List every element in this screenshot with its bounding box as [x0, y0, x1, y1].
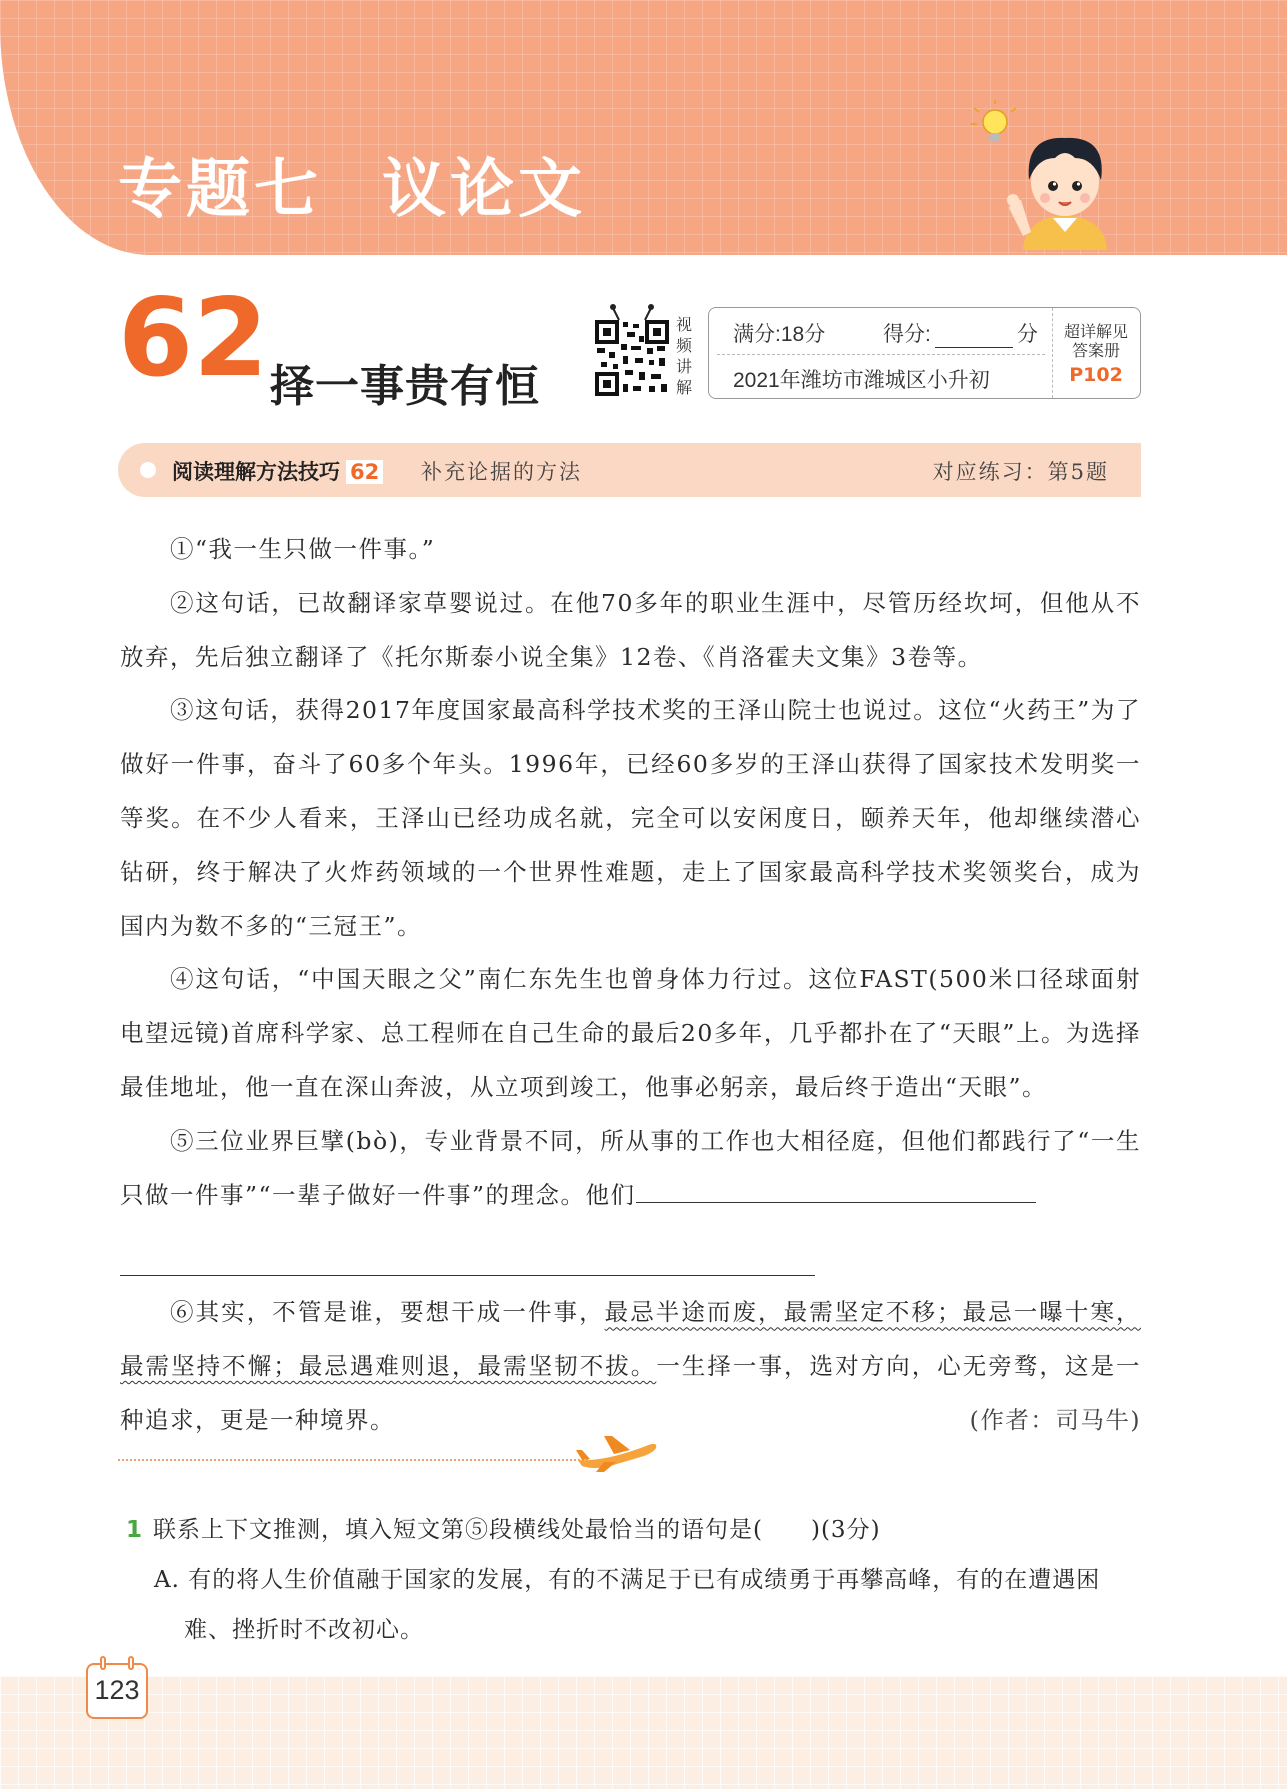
paragraph-6-start: ⑥其实，不管是谁，要想干成一件事， — [170, 1298, 605, 1327]
article-body — [120, 523, 1141, 1448]
qr-code-icon[interactable] — [593, 300, 671, 400]
page-footer — [0, 1676, 1287, 1789]
exam-source: 2021年潍坊市潍城区小升初 — [733, 369, 990, 392]
question-stem: 联系上下文推测，填入短文第⑤段横线处最恰当的语句是( )(3分) — [153, 1517, 881, 1543]
genre-label: 议论文 — [382, 153, 586, 227]
topic-title — [118, 138, 586, 230]
lesson-number: 62 — [118, 276, 269, 401]
lightbulb-icon — [971, 100, 1016, 142]
question-1 — [126, 1505, 1141, 1655]
paragraph-2: ②这句话，已故翻译家草婴说过。在他70多年的职业生涯中，尽管历经坎坷，但他从不放弃，先后独立翻译了《托尔斯泰小说全集》12卷、《肖洛霍夫文集》3卷等。 — [120, 588, 1141, 671]
paragraph-4: ④这句话，“中国天眼之父”南仁东先生也曾身体力行过。这位FAST(500米口径球面射电望远镜)首席科学家、总工程师在自己生命的最后20多年，几乎都扑在了“天眼”上。为选择最佳地址，他一直在深山奔波，从立项到竣工，他事必躬亲，最后终于造出“天眼”。 — [120, 965, 1141, 1101]
score-unit: 分 — [1016, 323, 1038, 346]
section-divider — [118, 1459, 588, 1461]
bullet-dot-icon — [140, 462, 156, 478]
score-field[interactable] — [883, 318, 1038, 348]
method-banner — [118, 443, 1141, 497]
answer-blank-2[interactable] — [120, 1222, 815, 1276]
question-stem-row — [126, 1505, 1141, 1555]
score-label: 得分: — [883, 323, 931, 346]
method-label: 阅读理解方法技巧 — [172, 460, 340, 484]
paragraph-1: ①“我一生只做一件事。” — [170, 535, 436, 563]
paragraph-6 — [120, 1286, 1141, 1447]
lesson-title: 择一事贵有恒 — [270, 361, 540, 412]
answer-book-label: 超详解见答案册 — [1063, 322, 1128, 360]
question-number: 1 — [126, 1517, 144, 1543]
paragraph-5-text: ⑤三位业界巨擘(bò)，专业背景不同，所从事的工作也大相径庭，但他们都践行了“一生只做一件事”“一辈子做好一件事”的理念。他们 — [120, 1126, 1141, 1209]
page-number: 123 — [94, 1675, 140, 1705]
option-a-line-2: 难、挫折时不改初心。 — [184, 1617, 424, 1643]
method-name — [172, 456, 383, 486]
video-explain-label: 视频讲解 — [676, 315, 693, 397]
airplane-icon — [574, 1432, 660, 1472]
score-blank[interactable] — [935, 328, 1013, 348]
calendar-icon — [86, 1663, 148, 1719]
method-number: 62 — [346, 460, 383, 484]
full-score: 满分:18分 — [733, 323, 826, 346]
mascot-illustration — [965, 100, 1125, 255]
answer-blank[interactable] — [636, 1173, 1036, 1203]
answer-divider — [1052, 308, 1053, 398]
score-divider — [717, 354, 1045, 355]
paragraph-5 — [120, 1115, 1141, 1277]
option-a-line-1: A. 有的将人生价值融于国家的发展，有的不满足于已有成绩勇于再攀高峰，有的在遭遇困 — [154, 1567, 1101, 1593]
wavy-underlined-sentence: 最忌半途而废，最需坚定不移；最忌一曝十寒，最需坚持不懈；最忌遇难则退，最需坚韧不拔。 — [120, 1298, 1142, 1381]
answer-page: P102 — [1069, 364, 1123, 386]
practice-reference: 对应练习：第5题 — [932, 460, 1109, 484]
method-subtitle: 补充论据的方法 — [421, 460, 582, 484]
calendar-ring-left — [100, 1656, 106, 1670]
paragraph-3: ③这句话，获得2017年度国家最高科学技术奖的王泽山院士也说过。这位“火药王”为了做好一件事，奋斗了60多个年头。1996年，已经60多岁的王泽山获得了国家技术发明奖一等奖。在不少人看来，王泽山已经功成名就，完全可以安闲度日，颐养天年，他却继续潜心钻研，终于解决了火炸药领域的一个世界性难题，走上了国家最高科学技术奖领奖台，成为国内为数不多的“三冠王”。 — [120, 696, 1141, 940]
option-a[interactable] — [126, 1555, 1141, 1655]
calendar-ring-right — [128, 1656, 134, 1670]
score-box — [708, 307, 1141, 399]
article-author: (作者：司马牛) — [969, 1405, 1141, 1434]
paragraph-6-end: 一生择一事，选对方向，心无旁骛，这是一种追求，更是一种境界。 — [120, 1352, 1142, 1434]
topic-label: 专题七 — [118, 153, 322, 227]
